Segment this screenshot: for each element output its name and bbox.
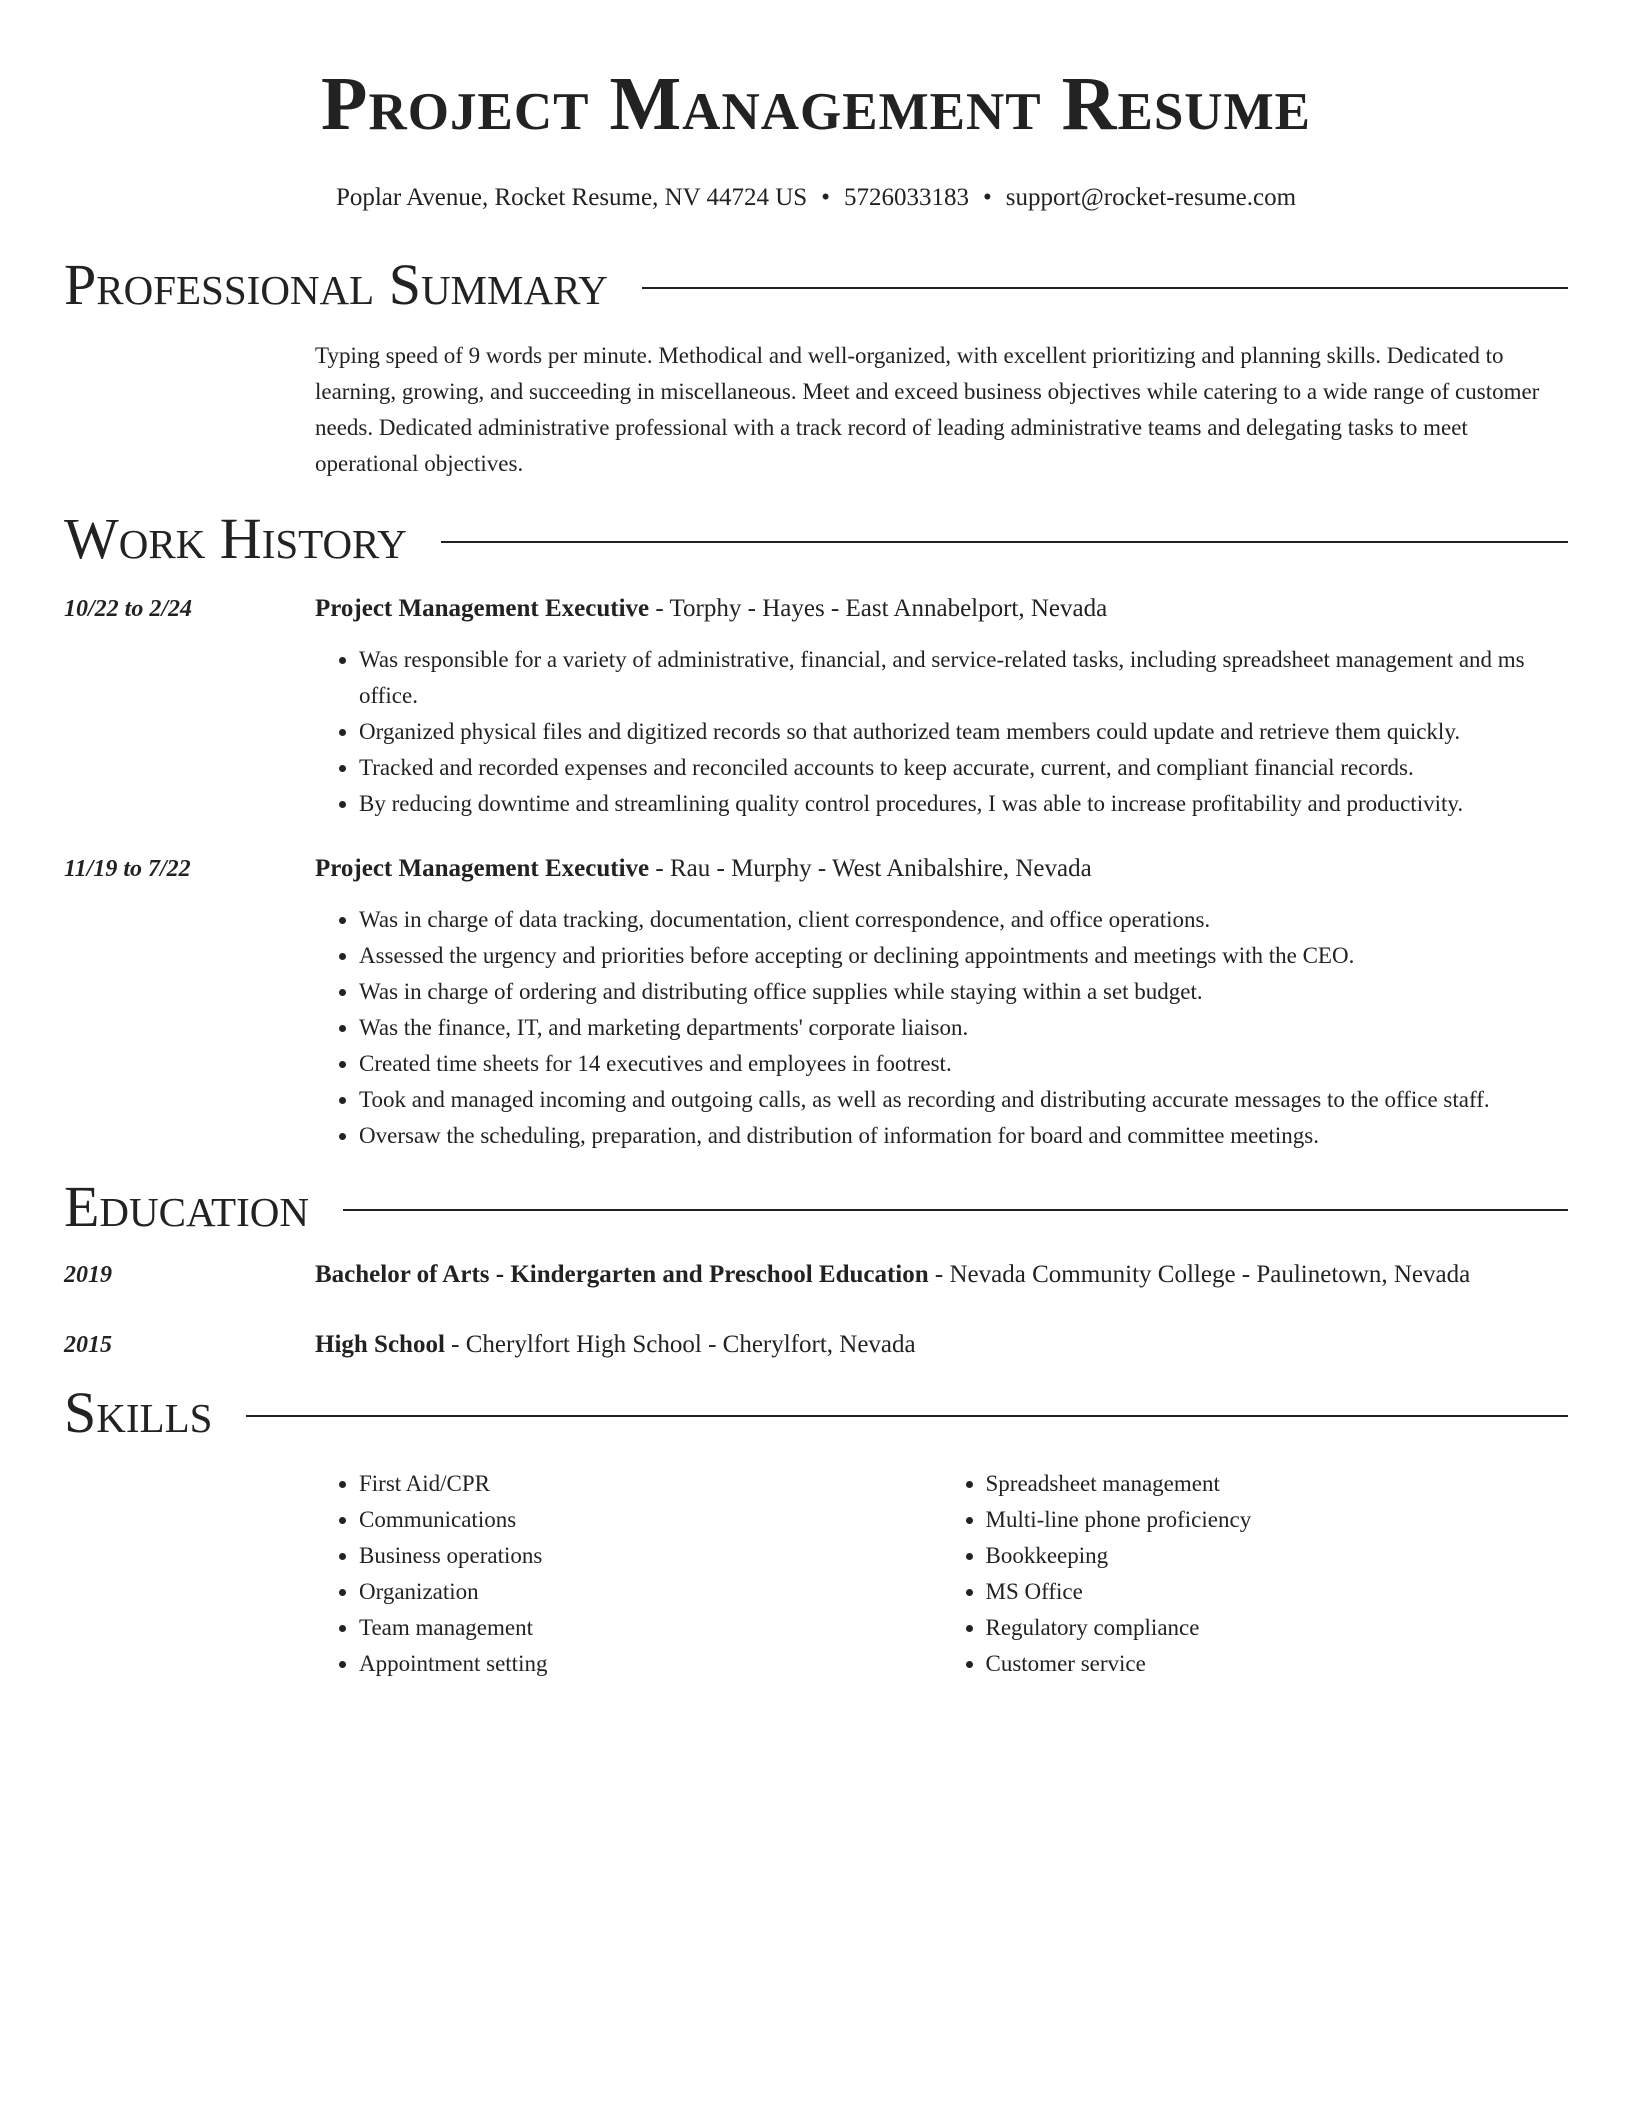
skills-section-title: Skills [64, 1380, 213, 1445]
work-section-title: Work History [64, 506, 407, 571]
summary-text: Typing speed of 9 words per minute. Methodical and well-organized, with excellent prioritizing and planning skills. Dedicated to learning, growing, and succeeding in miscellaneous. Meet and exceed business objectives while catering to a wide range of customer needs. Dedicated administrative professional with a track record of leading administrative teams and delegating tasks to meet operational objectives. [315, 343, 1540, 476]
skills-columns [315, 1466, 1568, 1682]
work-heading [315, 852, 1568, 886]
summary-section-title: Professional Summary [64, 252, 608, 317]
work-bullets [315, 902, 1568, 1154]
education-year: 2019 [64, 1262, 112, 1288]
degree-title: High School [315, 1331, 445, 1358]
work-entry [64, 592, 1568, 822]
work-entry [64, 852, 1568, 1154]
contact-separator: • [982, 184, 992, 211]
work-bullets [315, 642, 1568, 822]
section-divider [441, 541, 1568, 543]
education-entry-body [315, 1258, 1568, 1292]
work-heading [315, 592, 1568, 626]
list-item: • Appointment setting [359, 1646, 942, 1682]
list-item: • Regulatory compliance [986, 1610, 1569, 1646]
education-year: 2015 [64, 1332, 112, 1358]
work-section-header [64, 508, 1568, 570]
skills-list-left [315, 1466, 942, 1682]
list-item: • Tracked and recorded expenses and reconciled accounts to keep accurate, current, and compliant financial records. [359, 750, 1568, 786]
list-item: • Organization [359, 1574, 942, 1610]
section-divider [642, 287, 1568, 289]
summary-section-header [64, 254, 1568, 316]
resume-name: Project Management Resume [321, 62, 1311, 146]
list-item: • MS Office [986, 1574, 1569, 1610]
job-details: - Torphy - Hayes - East Annabelport, Nevada [649, 595, 1108, 622]
work-dates: 11/19 to 7/22 [64, 856, 191, 882]
list-item: • Was in charge of data tracking, documentation, client correspondence, and office operations. [359, 902, 1568, 938]
list-item: • Took and managed incoming and outgoing calls, as well as recording and distributing accurate messages to the office staff. [359, 1082, 1568, 1118]
skills-section-header [64, 1382, 1568, 1444]
education-heading [315, 1258, 1568, 1292]
work-entry-body [315, 852, 1568, 1154]
list-item: • Assessed the urgency and priorities before accepting or declining appointments and meetings with the CEO. [359, 938, 1568, 974]
list-item: • Was responsible for a variety of administrative, financial, and service-related tasks, including spreadsheet management and ms office. [359, 642, 1568, 714]
job-details: - Rau - Murphy - West Anibalshire, Nevada [649, 855, 1092, 882]
list-item: • Was in charge of ordering and distributing office supplies while staying within a set budget. [359, 974, 1568, 1010]
contact-address: Poplar Avenue, Rocket Resume, NV 44724 US [335, 184, 808, 211]
list-item: • Created time sheets for 14 executives and employees in footrest. [359, 1046, 1568, 1082]
list-item: • Organized physical files and digitized records so that authorized team members could update and retrieve them quickly. [359, 714, 1568, 750]
list-item: • Was the finance, IT, and marketing departments' corporate liaison. [359, 1010, 1568, 1046]
list-item: • Bookkeeping [986, 1538, 1569, 1574]
contact-line [64, 182, 1568, 214]
job-title: Project Management Executive [315, 855, 650, 882]
list-item: • First Aid/CPR [359, 1466, 942, 1502]
list-item: • Communications [359, 1502, 942, 1538]
work-dates: 10/22 to 2/24 [64, 596, 193, 622]
list-item: • Multi-line phone proficiency [986, 1502, 1569, 1538]
education-entry [64, 1258, 1568, 1292]
section-divider [246, 1415, 1568, 1417]
list-item: • Spreadsheet management [986, 1466, 1569, 1502]
degree-title: Bachelor of Arts - Kindergarten and Preschool Education [315, 1261, 929, 1288]
school-details: - Cherylfort High School - Cherylfort, Nevada [444, 1331, 916, 1358]
list-item: • By reducing downtime and streamlining quality control procedures, I was able to increase profitability and productivity. [359, 786, 1568, 822]
education-entry [64, 1328, 1568, 1362]
work-entry-body [315, 592, 1568, 822]
section-divider [343, 1209, 1568, 1211]
contact-separator: • [821, 184, 830, 211]
list-item: • Customer service [986, 1646, 1569, 1682]
education-section-header [64, 1176, 1568, 1238]
skills-list-right [942, 1466, 1569, 1682]
job-title: Project Management Executive [315, 595, 650, 622]
list-item: • Business operations [359, 1538, 942, 1574]
contact-email: support@rocket-resume.com [1005, 184, 1297, 211]
list-item: • Oversaw the scheduling, preparation, and distribution of information for board and committee meetings. [359, 1118, 1568, 1154]
contact-phone: 5726033183 [843, 184, 969, 211]
school-details: - Nevada Community College - Paulinetown, Nevada [928, 1261, 1471, 1288]
education-heading [315, 1328, 1568, 1362]
education-section-title: Education [64, 1174, 309, 1239]
education-entry-body [315, 1328, 1568, 1362]
list-item: • Team management [359, 1610, 942, 1646]
